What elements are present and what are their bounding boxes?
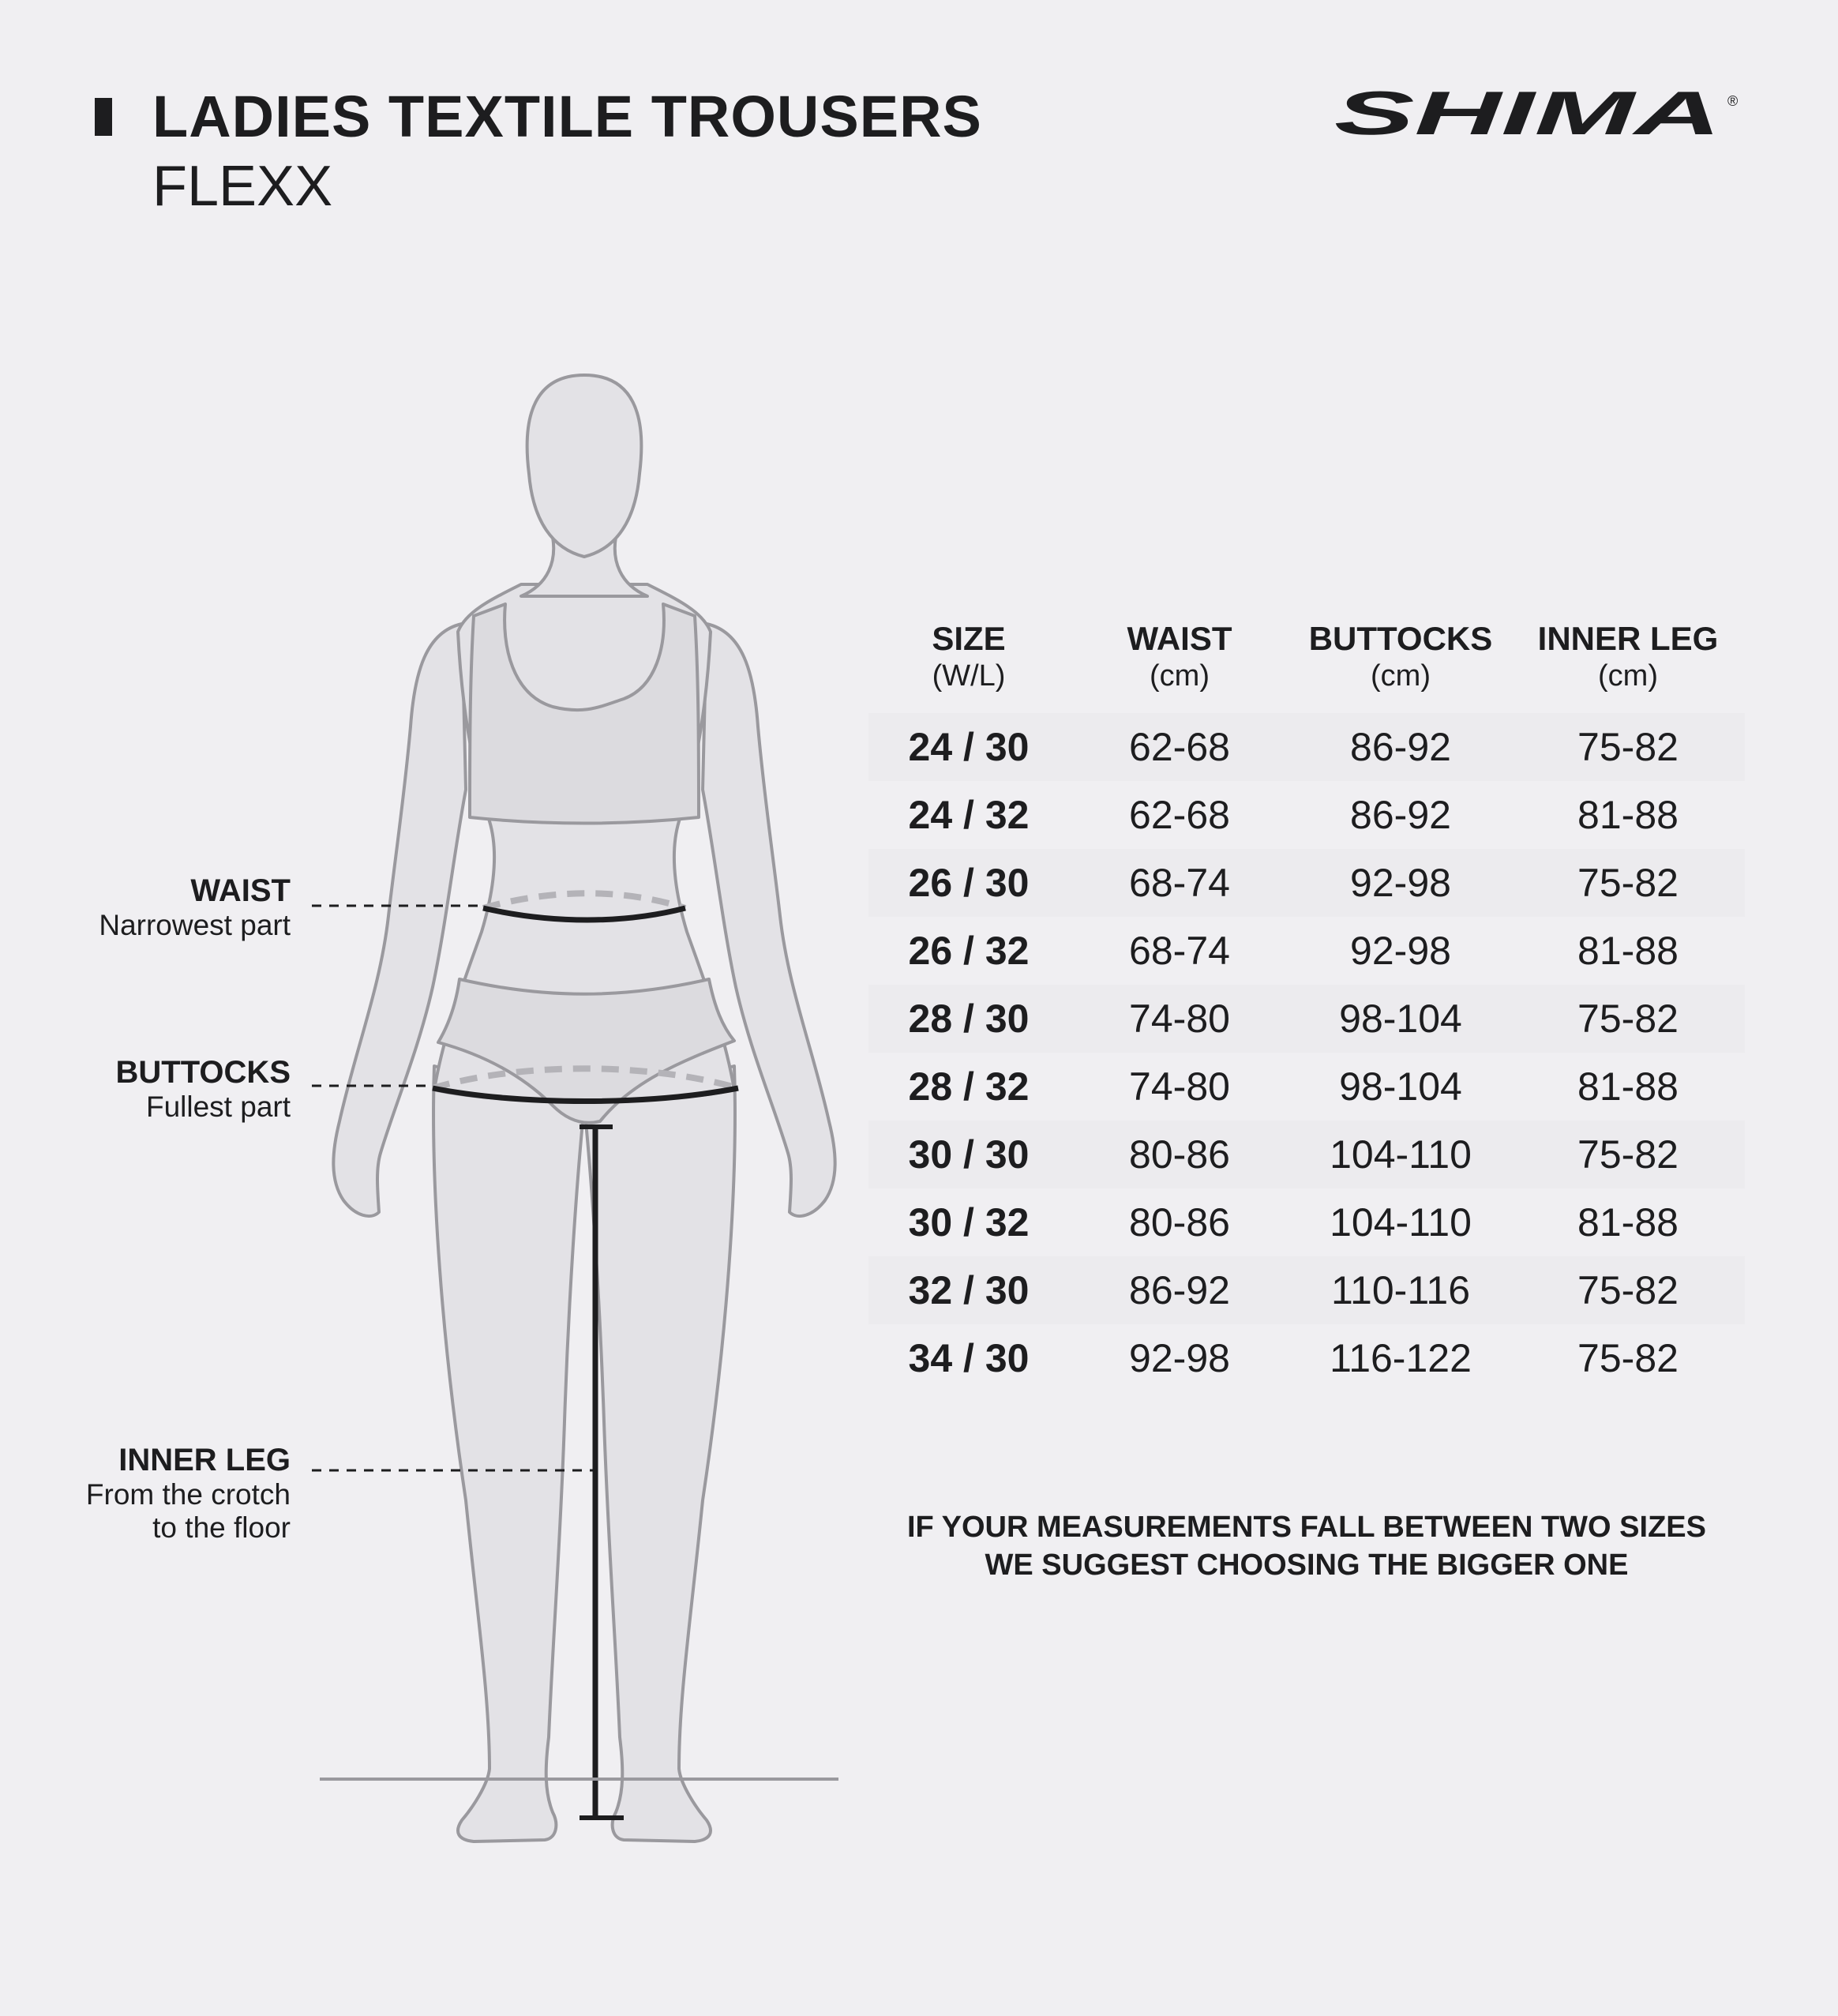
cell-buttocks: 92-98 (1290, 849, 1511, 917)
cell-waist: 62-68 (1069, 713, 1290, 781)
buttocks-label-description: Fullest part (145, 1091, 291, 1123)
cell-waist: 74-80 (1069, 985, 1290, 1053)
cell-buttocks: 104-110 (1330, 1200, 1472, 1245)
sizing-advice-line-1: IF YOUR MEASUREMENTS FALL BETWEEN TWO SIZES (907, 1511, 1706, 1544)
cell-size: 28 / 30 (868, 985, 1069, 1053)
cell-waist: 68-74 (1069, 849, 1290, 917)
table-row (868, 985, 1745, 1053)
table-row (868, 781, 1745, 849)
cell-size: 24 / 32 (908, 793, 1030, 837)
table-row (868, 713, 1745, 781)
cell-size: 32 / 30 (868, 1256, 1069, 1324)
cell-waist: 74-80 (1129, 1064, 1230, 1109)
table-row (868, 849, 1745, 917)
cell-size: 28 / 32 (908, 1064, 1030, 1109)
table-row (868, 1121, 1745, 1188)
cell-buttocks: 104-110 (1290, 1121, 1511, 1188)
table-row (868, 1256, 1745, 1324)
cell-waist: 86-92 (1069, 1256, 1290, 1324)
cell-inner-leg: 81-88 (1577, 793, 1679, 837)
right-leg (584, 1066, 735, 1841)
cell-inner-leg: 75-82 (1511, 849, 1745, 917)
table-header-row (868, 620, 1745, 713)
cell-inner-leg: 75-82 (1511, 713, 1745, 781)
cell-inner-leg: 81-88 (1577, 1200, 1679, 1245)
registered-mark: ® (1727, 93, 1739, 109)
cell-waist: 68-74 (1129, 929, 1230, 973)
cell-buttocks: 98-104 (1290, 985, 1511, 1053)
cell-buttocks: 110-116 (1290, 1256, 1511, 1324)
inner-leg-label-name: INNER LEG (118, 1443, 291, 1477)
buttocks-label-name: BUTTOCKS (115, 1055, 291, 1090)
cell-waist: 62-68 (1129, 793, 1230, 837)
cell-buttocks: 86-92 (1350, 793, 1451, 837)
table-row (868, 917, 1745, 985)
table-row (868, 1188, 1745, 1256)
product-name: FLEXX (152, 155, 333, 218)
inner-leg-label-description-line-1: From the crotch (85, 1478, 291, 1511)
cell-size: 26 / 30 (868, 849, 1069, 917)
column-header-size: SIZE (W/L) (932, 620, 1006, 693)
brand-logo-text: SHIMA (1334, 88, 1721, 139)
column-header-buttocks: BUTTOCKS (cm) (1308, 620, 1493, 693)
table-row (868, 1324, 1745, 1392)
body-figure-illustration (0, 0, 868, 2016)
cell-size: 30 / 30 (868, 1121, 1069, 1188)
cell-buttocks: 86-92 (1290, 713, 1511, 781)
cell-size: 34 / 30 (908, 1336, 1030, 1380)
column-header-inner-leg: INNER LEG (cm) (1537, 620, 1719, 693)
cell-waist: 80-86 (1129, 1200, 1230, 1245)
cell-buttocks: 98-104 (1339, 1064, 1462, 1109)
cell-inner-leg: 75-82 (1511, 1256, 1745, 1324)
page-title: LADIES TEXTILE TROUSERS (152, 84, 982, 149)
cell-inner-leg: 75-82 (1511, 1121, 1745, 1188)
cell-inner-leg: 75-82 (1511, 985, 1745, 1053)
cell-waist: 80-86 (1069, 1121, 1290, 1188)
cell-waist: 92-98 (1129, 1336, 1230, 1380)
cell-inner-leg: 81-88 (1577, 929, 1679, 973)
cell-size: 26 / 32 (908, 929, 1030, 973)
sizing-advice-note (868, 1508, 1745, 1584)
inner-leg-label-description-line-2: to the floor (152, 1511, 291, 1544)
waist-label-description: Narrowest part (99, 909, 291, 941)
size-chart-table (868, 620, 1745, 1392)
head (527, 375, 642, 557)
cell-size: 30 / 32 (908, 1200, 1030, 1245)
cell-size: 24 / 30 (868, 713, 1069, 781)
sizing-advice-line-2: WE SUGGEST CHOOSING THE BIGGER ONE (985, 1549, 1629, 1582)
table-row (868, 1053, 1745, 1121)
waist-label-name: WAIST (190, 873, 291, 908)
column-header-waist: WAIST (cm) (1127, 620, 1232, 693)
left-leg (433, 1066, 584, 1841)
cell-buttocks: 92-98 (1350, 929, 1451, 973)
brand-logo (1334, 88, 1745, 139)
buttocks-label (116, 1054, 291, 1124)
cell-buttocks: 116-122 (1330, 1336, 1472, 1380)
cell-inner-leg: 75-82 (1577, 1336, 1679, 1380)
inner-leg-label (86, 1442, 291, 1545)
cell-inner-leg: 81-88 (1577, 1064, 1679, 1109)
waist-label (99, 873, 291, 942)
